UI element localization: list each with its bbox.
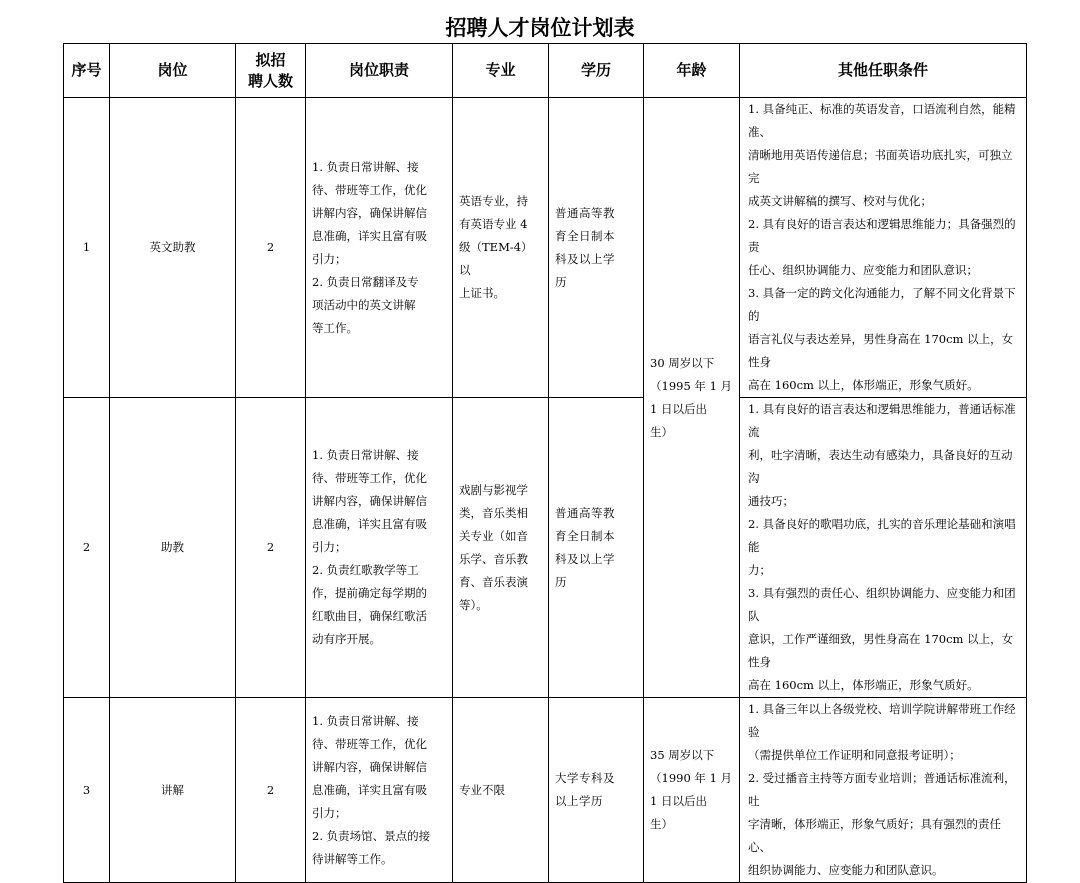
cell-duties bbox=[306, 398, 453, 698]
header-count-line2: 聘人数 bbox=[247, 71, 293, 90]
header-seq: 序号 bbox=[64, 44, 110, 98]
duty-line: 息准确，详实且富有吸 bbox=[312, 228, 427, 243]
other-line: 成英文讲解稿的撰写、校对与优化； bbox=[748, 194, 932, 208]
cell-count: 2 bbox=[236, 98, 306, 398]
cell-duties bbox=[306, 698, 453, 883]
other-line: 任心、组织协调能力、应变能力和团队意识； bbox=[748, 263, 978, 277]
duty-line: 1. 负责日常讲解、接 bbox=[312, 159, 419, 174]
duty-line: 讲解内容，确保讲解信 bbox=[312, 205, 427, 220]
header-duties: 岗位职责 bbox=[306, 44, 453, 98]
other-line: 1. 具备纯正、标准的英语发音，口语流利自然，能精准、 bbox=[748, 102, 1016, 139]
major-line: 乐学、音乐教 bbox=[459, 551, 528, 566]
duty-line: 息准确，详实且富有吸 bbox=[312, 782, 427, 797]
education-line: 普通高等教 bbox=[555, 205, 615, 220]
duty-line: 项活动中的英文讲解 bbox=[312, 297, 416, 312]
education-line: 历 bbox=[555, 574, 567, 589]
duty-line: 引力； bbox=[312, 805, 347, 820]
recruitment-plan-table bbox=[63, 43, 1027, 883]
duty-line: 1. 负责日常讲解、接 bbox=[312, 448, 419, 462]
major-line: 级（TEM-4）以 bbox=[459, 240, 533, 277]
cell-seq: 2 bbox=[64, 398, 110, 698]
other-line: （需提供单位工作证明和同意报考证明）； bbox=[748, 748, 961, 762]
other-line: 高在 160cm 以上，体形端正，形象气质好。 bbox=[748, 678, 979, 692]
other-line: 高在 160cm 以上，体形端正，形象气质好。 bbox=[748, 378, 979, 392]
cell-duties bbox=[306, 98, 453, 398]
other-line: 字清晰，体形端正，形象气质好；具有强烈的责任心、 bbox=[748, 817, 1001, 854]
cell-position: 助教 bbox=[110, 398, 236, 698]
major-line: 上证书。 bbox=[459, 286, 505, 300]
cell-education bbox=[549, 698, 644, 883]
education-line: 历 bbox=[555, 274, 567, 289]
cell-major bbox=[453, 98, 549, 398]
duty-line: 2. 负责红歌教学等工 bbox=[312, 563, 419, 577]
duty-line: 1. 负责日常讲解、接 bbox=[312, 713, 419, 728]
education-line: 科及以上学 bbox=[555, 251, 615, 266]
table-row bbox=[64, 698, 1027, 883]
other-line: 2. 具备良好的歌唱功底，扎实的音乐理论基础和演唱能 bbox=[748, 517, 1016, 554]
duty-line: 讲解内容，确保讲解信 bbox=[312, 494, 427, 508]
major-line: 英语专业，持 bbox=[459, 194, 528, 208]
header-major: 专业 bbox=[453, 44, 549, 98]
major-line: 育、音乐表演 bbox=[459, 574, 528, 589]
other-line: 通技巧； bbox=[748, 494, 794, 508]
duty-line: 红歌曲目，确保红歌活 bbox=[312, 609, 427, 623]
education-line: 以上学历 bbox=[555, 794, 603, 808]
cell-major bbox=[453, 398, 549, 698]
cell-other bbox=[740, 698, 1027, 883]
age-line: （1995 年 1 月 bbox=[650, 378, 733, 393]
duty-line: 等工作。 bbox=[312, 320, 358, 335]
table-header-row bbox=[64, 44, 1027, 98]
header-count-line1: 拟招 bbox=[255, 50, 286, 69]
major-line: 关专业（如音 bbox=[459, 528, 528, 543]
age-line: 1 日以后出 bbox=[650, 794, 707, 808]
major-line: 戏剧与影视学 bbox=[459, 482, 528, 497]
cell-major bbox=[453, 698, 549, 883]
cell-position: 英文助教 bbox=[110, 98, 236, 398]
age-line: （1990 年 1 月 bbox=[650, 771, 733, 785]
other-line: 力； bbox=[748, 563, 771, 577]
other-line: 语言礼仪与表达差异，男性身高在 170cm 以上，女性身 bbox=[748, 332, 1014, 369]
cell-education bbox=[549, 398, 644, 698]
duty-line: 待讲解等工作。 bbox=[312, 851, 393, 866]
cell-other bbox=[740, 98, 1027, 398]
duty-line: 息准确，详实且富有吸 bbox=[312, 517, 427, 531]
cell-age-shared bbox=[644, 98, 740, 698]
duty-line: 作，提前确定每学期的 bbox=[312, 586, 427, 600]
age-line: 1 日以后出 bbox=[650, 401, 707, 416]
duty-line: 待、带班等工作，优化 bbox=[312, 182, 427, 197]
major-line: 等）。 bbox=[459, 597, 488, 612]
age-line: 30 周岁以下 bbox=[650, 355, 715, 370]
cell-count: 2 bbox=[236, 398, 306, 698]
duty-line: 动有序开展。 bbox=[312, 632, 381, 646]
table-row bbox=[64, 398, 1027, 698]
major-line: 有英语专业 4 bbox=[459, 217, 528, 231]
cell-seq: 3 bbox=[64, 698, 110, 883]
duty-line: 待、带班等工作，优化 bbox=[312, 471, 427, 485]
duty-line: 引力； bbox=[312, 540, 347, 554]
education-line: 育全日制本 bbox=[555, 528, 615, 543]
other-line: 1. 具备三年以上各级党校、培训学院讲解带班工作经验 bbox=[748, 702, 1016, 739]
other-line: 2. 受过播音主持等方面专业培训；普通话标准流利，吐 bbox=[748, 771, 1016, 808]
major-line: 类，音乐类相 bbox=[459, 505, 528, 520]
duty-line: 讲解内容，确保讲解信 bbox=[312, 759, 427, 774]
header-education: 学历 bbox=[549, 44, 644, 98]
cell-age bbox=[644, 698, 740, 883]
cell-count: 2 bbox=[236, 698, 306, 883]
duty-line: 待、带班等工作，优化 bbox=[312, 736, 427, 751]
other-line: 意识，工作严谨细致，男性身高在 170cm 以上，女性身 bbox=[748, 632, 1014, 669]
age-line: 生） bbox=[650, 817, 673, 831]
other-line: 1. 具有良好的语言表达和逻辑思维能力，普通话标准流 bbox=[748, 402, 1016, 439]
age-line: 35 周岁以下 bbox=[650, 748, 715, 762]
education-line: 大学专科及 bbox=[555, 771, 615, 785]
other-line: 清晰地用英语传递信息；书面英语功底扎实，可独立完 bbox=[748, 148, 1013, 185]
header-age: 年龄 bbox=[644, 44, 740, 98]
duty-line: 2. 负责场馆、景点的接 bbox=[312, 828, 431, 843]
other-line: 利，吐字清晰，表达生动有感染力，具备良好的互动沟 bbox=[748, 448, 1013, 485]
cell-other bbox=[740, 398, 1027, 698]
education-line: 科及以上学 bbox=[555, 551, 615, 566]
header-position: 岗位 bbox=[110, 44, 236, 98]
cell-position: 讲解 bbox=[110, 698, 236, 883]
page-title: 招聘人才岗位计划表 bbox=[445, 16, 635, 40]
header-other: 其他任职条件 bbox=[740, 44, 1027, 98]
other-line: 组织协调能力、应变能力和团队意识。 bbox=[748, 863, 944, 877]
education-line: 普通高等教 bbox=[555, 505, 615, 520]
duty-line: 2. 负责日常翻译及专 bbox=[312, 274, 419, 289]
other-line: 3. 具有强烈的责任心、组织协调能力、应变能力和团队 bbox=[748, 586, 1016, 623]
other-line: 3. 具备一定的跨文化沟通能力，了解不同文化背景下的 bbox=[748, 286, 1016, 323]
header-count bbox=[236, 44, 306, 98]
education-line: 育全日制本 bbox=[555, 228, 615, 243]
age-line: 生） bbox=[650, 424, 673, 439]
duty-line: 引力； bbox=[312, 251, 347, 266]
cell-education bbox=[549, 98, 644, 398]
cell-seq: 1 bbox=[64, 98, 110, 398]
major-line: 专业不限 bbox=[459, 782, 505, 797]
table-row bbox=[64, 98, 1027, 398]
other-line: 2. 具有良好的语言表达和逻辑思维能力；具备强烈的责 bbox=[748, 217, 1016, 254]
